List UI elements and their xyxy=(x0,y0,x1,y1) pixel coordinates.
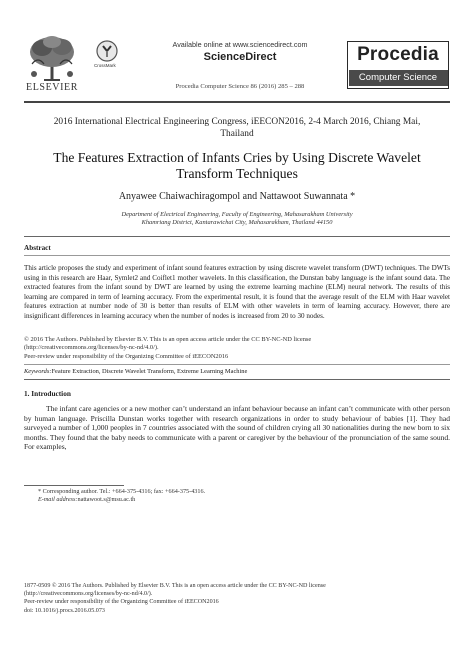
affiliation xyxy=(60,211,414,227)
publisher-name: ELSEVIER xyxy=(26,82,79,93)
corresponding-author: * Corresponding author. Tel.: +664-375-4316; fax: +664-375-4316. xyxy=(38,488,206,495)
crossmark-icon[interactable] xyxy=(96,40,118,62)
paper-title xyxy=(30,150,444,182)
divider xyxy=(24,255,450,256)
divider xyxy=(24,364,450,365)
abstract-text: This article proposes the study and experiment of infant sound features extraction by using discrete wavelet transform (DWT) techniques. The DWTs using in this research are Haar, Symlet2 and Coiflet1 mother wavelets. In this classification, the Dunstan baby language is the infant sound data. The extracted features from the infant sound by DWT are learned by using the extreme learning machine (ELM) neural network. The results of this learning are compared in term of learning accuracy. From the experimental result, it is found that the average result of the ELM with Haar wavelet features extraction at number node of 30 is better than results of ELM with other wavelets in term of learning accuracy. However, there are insignificant differences in learning accuracy when the number of nodes is increased from 20 to 30 nodes. xyxy=(24,264,450,320)
title-line-1: The Features Extraction of Infants Cries by Using Discrete Wavelet xyxy=(53,150,421,165)
footnote xyxy=(38,488,438,505)
introduction-heading: 1. Introduction xyxy=(24,389,71,398)
bottom-line-1: 1877-0509 © 2016 The Authors. Published by Elsevier B.V. This is an open access article under the CC BY-NC-ND license xyxy=(24,583,326,589)
bottom-copyright xyxy=(24,582,450,615)
conference-line-2: Thailand xyxy=(220,128,254,139)
crossmark-label: CrossMark xyxy=(94,63,116,68)
copyright-line-1: © 2016 The Authors. Published by Elsevier B.V. This is an open access article under the CC BY-NC-ND license xyxy=(24,336,312,343)
available-online-text: Available online at www.sciencedirect.com xyxy=(172,40,308,49)
abstract-heading: Abstract xyxy=(24,244,51,252)
keywords-label: Keywords: xyxy=(24,368,52,375)
email-address[interactable]: nattawoot.s@msu.ac.th xyxy=(77,496,136,504)
email-label: E-mail address: xyxy=(38,496,78,504)
header-divider xyxy=(24,101,450,103)
keywords-text: Feature Extraction, Discrete Wavelet Transform, Extreme Learning Machine xyxy=(51,368,248,375)
sciencedirect-logo-text: ScienceDirect xyxy=(203,51,277,63)
conference-info xyxy=(30,117,444,140)
peer-review-line: Peer-review under responsibility of the Organizing Committee of iEECON2016 xyxy=(24,352,229,360)
procedia-title: Procedia xyxy=(357,44,439,65)
doi[interactable]: doi: 10.1016/j.procs.2016.05.073 xyxy=(24,607,105,614)
footnote-divider xyxy=(24,485,124,486)
divider xyxy=(24,379,450,380)
conference-line-1: 2016 International Electrical Engineering Congress, iEECON2016, 2-4 March 2016, Chiang Mai, xyxy=(53,117,421,127)
journal-reference: Procedia Computer Science 86 (2016) 285 – 288 xyxy=(175,83,305,90)
affiliation-line-2: Khamriang District, Kantarawichai City, Mahasarakham, Thailand 44150 xyxy=(141,219,333,226)
bottom-peer-review: Peer-review under responsibility of the Organizing Committee of iEECON2016 xyxy=(24,599,219,606)
license-link[interactable]: (http://creativecommons.org/licenses/by-nc-nd/4.0/). xyxy=(24,344,159,352)
keywords xyxy=(24,368,450,375)
copyright-notice xyxy=(24,336,450,361)
procedia-subtitle: Computer Science xyxy=(358,72,438,83)
title-line-2: Transform Techniques xyxy=(176,166,298,181)
introduction-text: The infant care agencies or a new mother can’t understand an infant behaviour because an infant can’t communicate with other person by human language. Priscilla Dunstan works together with research organizations in order to study behaviour of babies [1]. They had surveyed a number of 1,000 peoples in 7 countries associated with the sound of children crying all 30 nationalities during the new born to six months. They found that the baby needs to communicate with a parent or caregiver by the behaviour of the pronunciation of the same sound. For examples, xyxy=(24,404,450,452)
authors: Anyawee Chaiwachiragompol and Nattawoot Suwannata * xyxy=(118,191,356,202)
affiliation-line-1: Department of Electrical Engineering, Faculty of Engineering, Mahasarakham University xyxy=(121,211,353,218)
email-line xyxy=(38,496,438,504)
divider xyxy=(24,236,450,237)
bottom-license-link[interactable]: (http://creativecommons.org/licenses/by-nc-nd/4.0/). xyxy=(24,591,153,598)
